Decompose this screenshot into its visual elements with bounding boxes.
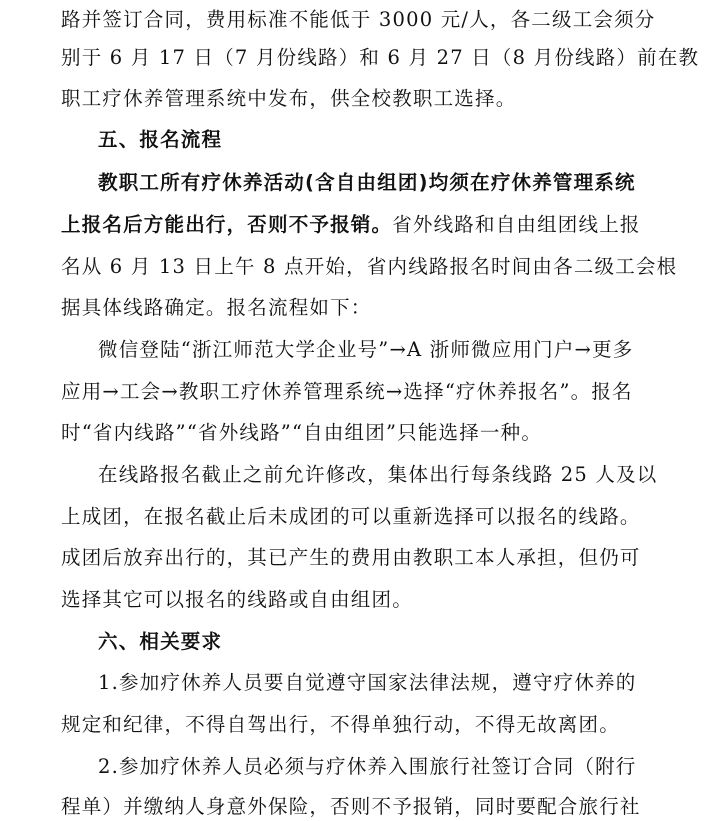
paragraph-line: 时“省内线路”“省外线路”“自由组团”只能选择一种。: [61, 421, 543, 444]
paragraph-line: 程单）并缴纳人身意外保险，否则不予报销，同时要配合旅行社: [61, 795, 641, 818]
paragraph-line: 选择其它可以报名的线路或自由组团。: [61, 588, 413, 611]
paragraph-line: 2.参加疗休养人员必须与疗休养入围旅行社签订合同（附行: [98, 755, 637, 778]
paragraph-line: 规定和纪律，不得自驾出行，不得单独行动，不得无故离团。: [61, 713, 620, 736]
section-heading-requirements: 六、相关要求: [98, 630, 223, 653]
paragraph-line: 应用→工会→教职工疗休养管理系统→选择“疗休养报名”。报名: [61, 380, 633, 403]
paragraph-line: 别于 6 月 17 日（7 月份线路）和 6 月 27 日（8 月份线路）前在教: [61, 46, 700, 69]
paragraph-line: 在线路报名截止之前允许修改，集体出行每条线路 25 人及以: [98, 463, 658, 486]
paragraph-line-bold: 教职工所有疗休养活动(含自由组团)均须在疗休养管理系统: [98, 171, 636, 194]
paragraph-line: 职工疗休养管理系统中发布，供全校教职工选择。: [61, 87, 517, 110]
paragraph-line: 微信登陆“浙江师范大学企业号”→A 浙师微应用门户→更多: [98, 338, 634, 361]
bold-text: 上报名后方能出行，否则不予报销。: [61, 213, 393, 236]
paragraph-line: 名从 6 月 13 日上午 8 点开始，省内线路报名时间由各二级工会根: [61, 255, 678, 278]
paragraph-line: 路并签订合同，费用标准不能低于 3000 元/人，各二级工会须分: [61, 8, 656, 31]
section-heading-registration: 五、报名流程: [98, 128, 223, 151]
paragraph-line: 上成团，在报名截止后未成团的可以重新选择可以报名的线路。: [61, 505, 641, 528]
paragraph-line: 1.参加疗休养人员要自觉遵守国家法律法规，遵守疗休养的: [98, 671, 637, 694]
paragraph-line: [61, 215, 641, 235]
paragraph-line: 据具体线路确定。报名流程如下：: [61, 296, 372, 319]
paragraph-line: 成团后放弃出行的，其已产生的费用由教职工本人承担，但仍可: [61, 546, 641, 569]
normal-text: 省外线路和自由组团线上报: [392, 213, 641, 236]
